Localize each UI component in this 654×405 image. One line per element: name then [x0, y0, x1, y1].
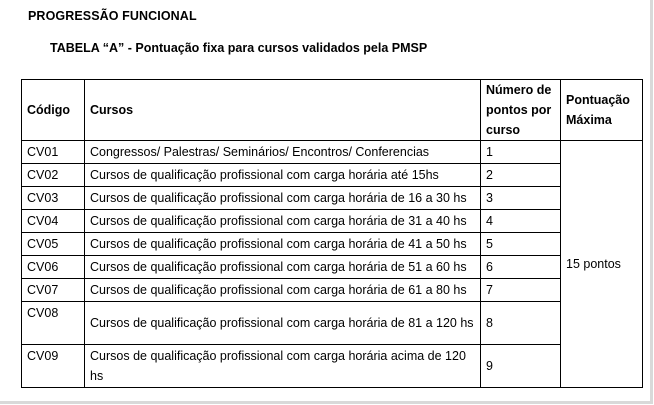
code-cell: CV01	[22, 141, 85, 164]
header-pontuacao-maxima: Pontuação Máxima	[561, 80, 643, 141]
points-cell: 3	[481, 187, 561, 210]
table-row	[22, 141, 643, 164]
points-table	[21, 79, 643, 388]
points-cell: 8	[481, 302, 561, 345]
points-cell: 4	[481, 210, 561, 233]
course-cell: Cursos de qualificação profissional com carga horária de 41 a 50 hs	[85, 233, 481, 256]
points-cell: 1	[481, 141, 561, 164]
code-cell: CV04	[22, 210, 85, 233]
code-cell: CV05	[22, 233, 85, 256]
table-row	[22, 256, 643, 279]
table-row	[22, 345, 643, 388]
table-title: TABELA “A” - Pontuação fixa para cursos validados pela PMSP	[50, 41, 428, 55]
code-cell: CV03	[22, 187, 85, 210]
course-cell: Cursos de qualificação profissional com carga horária de 51 a 60 hs	[85, 256, 481, 279]
code-cell: CV08	[22, 302, 85, 345]
course-cell: Cursos de qualificação profissional com carga horária de 16 a 30 hs	[85, 187, 481, 210]
points-cell: 6	[481, 256, 561, 279]
table-row	[22, 302, 643, 345]
table-row	[22, 164, 643, 187]
table-row	[22, 187, 643, 210]
table-row	[22, 210, 643, 233]
course-cell: Cursos de qualificação profissional com carga horária até 15hs	[85, 164, 481, 187]
code-cell: CV07	[22, 279, 85, 302]
page-heading: PROGRESSÃO FUNCIONAL	[28, 9, 197, 23]
points-cell: 7	[481, 279, 561, 302]
max-points-cell: 15 pontos	[561, 141, 643, 388]
points-cell: 9	[481, 345, 561, 388]
table-row	[22, 233, 643, 256]
course-cell: Cursos de qualificação profissional com carga horária de 31 a 40 hs	[85, 210, 481, 233]
table-row	[22, 279, 643, 302]
course-cell: Congressos/ Palestras/ Seminários/ Encontros/ Conferencias	[85, 141, 481, 164]
course-cell: Cursos de qualificação profissional com carga horária de 61 a 80 hs	[85, 279, 481, 302]
course-cell: Cursos de qualificação profissional com carga horária acima de 120 hs	[85, 345, 481, 388]
table-header-row	[22, 80, 643, 141]
header-numero-pontos: Número de pontos por curso	[481, 80, 561, 141]
course-cell: Cursos de qualificação profissional com carga horária de 81 a 120 hs	[85, 302, 481, 345]
points-cell: 2	[481, 164, 561, 187]
code-cell: CV06	[22, 256, 85, 279]
header-codigo: Código	[22, 80, 85, 141]
points-cell: 5	[481, 233, 561, 256]
header-cursos: Cursos	[85, 80, 481, 141]
code-cell: CV09	[22, 345, 85, 388]
code-cell: CV02	[22, 164, 85, 187]
